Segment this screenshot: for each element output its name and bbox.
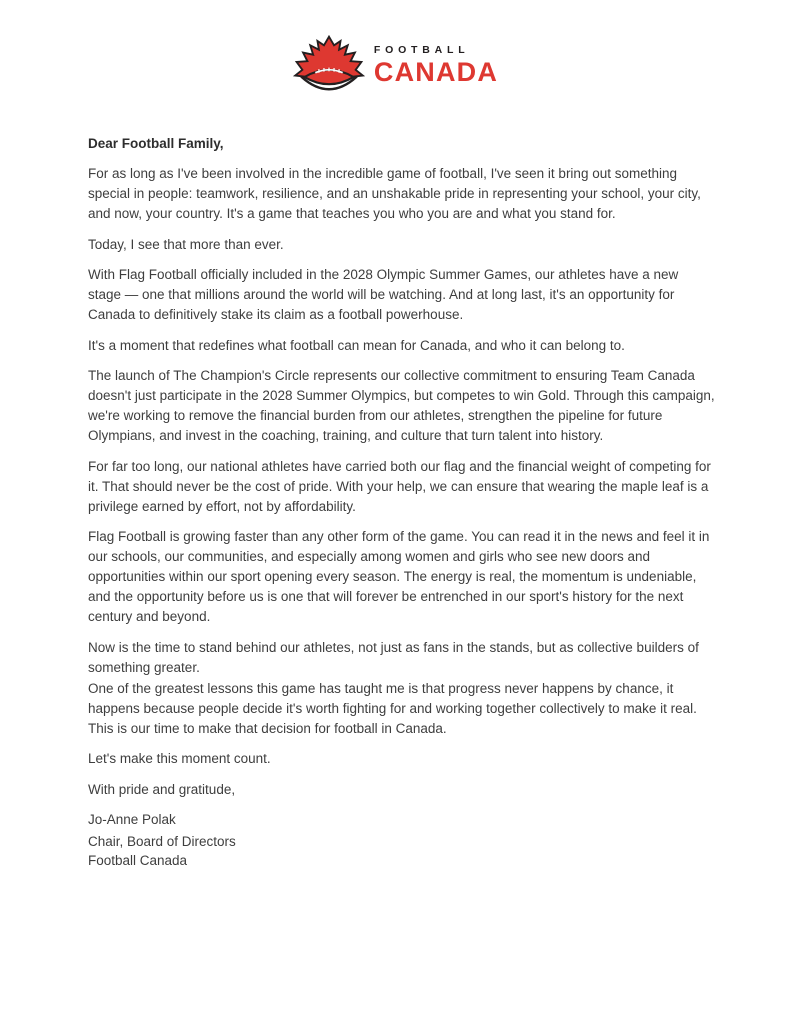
logo-wordmark-football: FOOTBALL <box>373 44 470 57</box>
letter-paragraph: For as long as I've been involved in the incredible game of football, I've seen it bring out something special in people: teamwork, resilience, and an unshakable pride in representing your school, your city, and now, your country. It's a game that teaches you who you are and what you stand for. <box>88 166 701 221</box>
logo-wordmark <box>374 45 498 86</box>
letter-paragraph: The launch of The Champion's Circle represents our collective commitment to ensuring Team Canada doesn't just participate in the 2028 Summer Olympics, but competes to win Gold. Through this campaign, we're working to remove the financial burden from our athletes, strengthen the pipeline for future Olympians, and invest in the coaching, training, and culture that turn talent into history. <box>88 368 715 443</box>
signatory-name: Jo-Anne Polak <box>88 812 176 827</box>
signatory-details <box>88 832 715 870</box>
maple-leaf-football-icon <box>293 35 365 96</box>
letter-paragraph: It's a moment that redefines what football can mean for Canada, and who it can belong to. <box>88 337 625 353</box>
letter-body <box>88 134 715 870</box>
letter-paragraph: Now is the time to stand behind our athletes, not just as fans in the stands, but as collective builders of something greater. <box>88 639 699 675</box>
signatory-title: Chair, Board of Directors <box>88 834 236 849</box>
letter-paragraph: Flag Football is growing faster than any other form of the game. You can read it in the news and feel it in our schools, our communities, and especially among women and girls who see new doors and opportunities within our sport opening every season. The energy is real, the momentum is undeniable, and the opportunity before us is one that will forever be entrenched in our sport's history for the next century and beyond. <box>88 529 710 624</box>
salutation: Dear Football Family, <box>88 136 224 151</box>
letter-paragraph: Today, I see that more than ever. <box>88 236 284 252</box>
closing-line: With pride and gratitude, <box>88 781 236 797</box>
letter-paragraph: One of the greatest lessons this game has taught me is that progress never happens by chance, it happens because people decide it's worth fighting for and working together collectively to make it real. This is our time to make that decision for football in Canada. <box>88 680 697 736</box>
letter-paragraph: Let's make this moment count. <box>88 751 271 766</box>
letter-paragraph: For far too long, our national athletes have carried both our flag and the financial weight of competing for it. That should never be the cost of pride. With your help, we can ensure that wearing the maple leaf is a privilege earned by effort, not by affordability. <box>88 458 711 514</box>
football-canada-logo <box>0 0 791 96</box>
signatory-organization: Football Canada <box>88 853 188 868</box>
logo-wordmark-canada: CANADA <box>373 56 499 87</box>
letter-paragraph: With Flag Football officially included in the 2028 Olympic Summer Games, our athletes have a new stage — one that millions around the world will be watching. And at long last, it's an opportunity for Canada to definitively stake its claim as a football powerhouse. <box>88 267 679 322</box>
